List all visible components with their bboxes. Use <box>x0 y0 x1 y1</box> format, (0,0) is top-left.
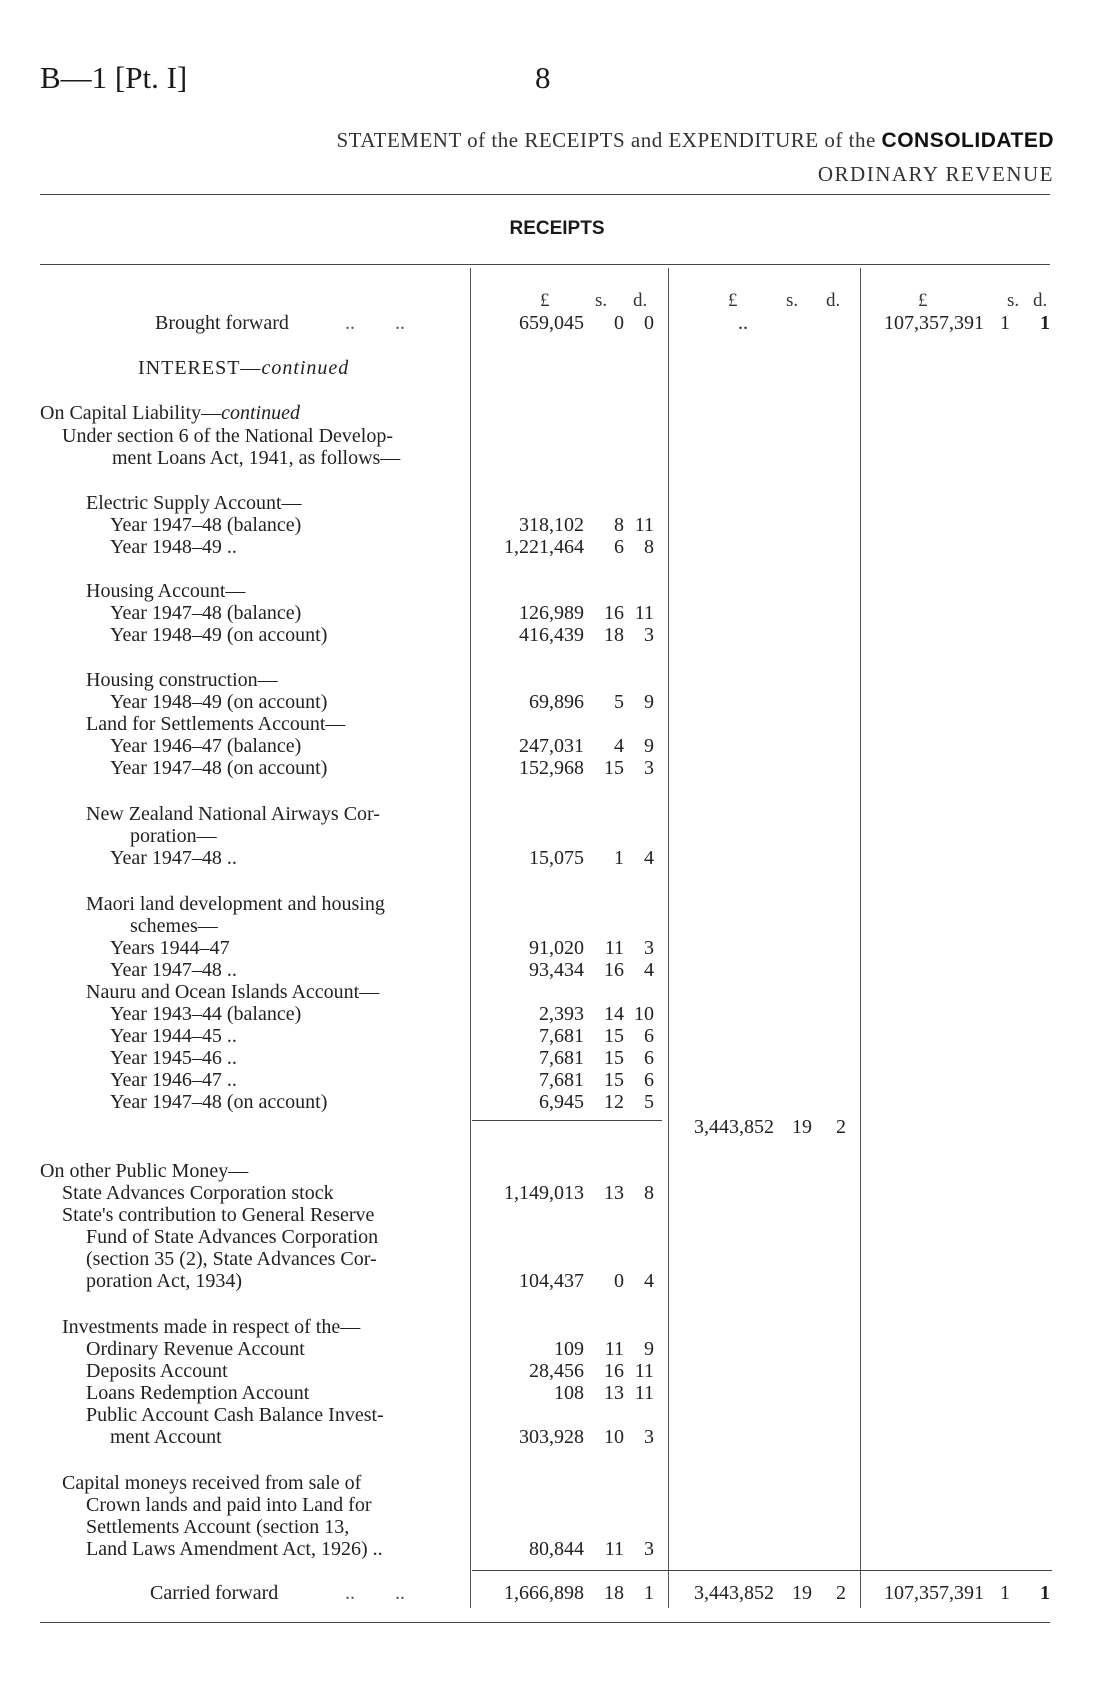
housing-year-1-pounds: 126,989 <box>519 602 584 624</box>
state-contrib-line-1: State's contribution to General Reserve <box>62 1204 375 1226</box>
col2-pound-header: £ <box>728 290 738 311</box>
investments-heading: Investments made in respect of the— <box>62 1316 361 1338</box>
capital-moneys-line-1: Capital moneys received from sale of <box>62 1472 362 1494</box>
nauru-year-5-shillings: 12 <box>604 1091 624 1113</box>
col2-pence-header: d. <box>826 290 841 311</box>
maori-heading-line-1: Maori land development and housing <box>86 893 385 915</box>
investment-public-pounds: 303,928 <box>519 1426 584 1448</box>
statement-subtitle: ORDINARY REVENUE <box>817 162 1054 186</box>
land-settlements-heading: Land for Settlements Account— <box>86 713 346 735</box>
section-heading: RECEIPTS <box>509 218 605 239</box>
nauru-year-2-pence: 6 <box>644 1025 654 1047</box>
electric-year-2-pounds: 1,221,464 <box>504 536 584 558</box>
nauru-year-4-shillings: 15 <box>604 1069 624 1091</box>
housing-year-1-pence: 11 <box>634 602 654 624</box>
investment-deposits-pounds: 28,456 <box>529 1360 584 1382</box>
electric-year-1-label: Year 1947–48 (balance) <box>110 514 302 536</box>
carried-forward-c1-shillings: 18 <box>604 1582 624 1604</box>
state-contrib-pence: 4 <box>644 1270 654 1292</box>
carried-forward-c3-pence: 1 <box>1040 1582 1050 1604</box>
carried-forward-c3-pounds: 107,357,391 <box>884 1582 984 1604</box>
brought-forward-c3-shillings: 1 <box>1000 312 1010 334</box>
col3-pound-header: £ <box>918 290 928 311</box>
capital-moneys-line-3: Settlements Account (section 13, <box>86 1516 350 1538</box>
electric-year-1-pounds: 318,102 <box>519 514 584 536</box>
housing-year-2-pounds: 416,439 <box>519 624 584 646</box>
investment-deposits-label: Deposits Account <box>86 1360 228 1382</box>
col2-shilling-header: s. <box>786 290 799 311</box>
carried-forward-c2-pence: 2 <box>836 1582 846 1604</box>
statement-title <box>336 128 1054 153</box>
electric-supply-heading: Electric Supply Account— <box>86 492 302 514</box>
land-year-2-pence: 3 <box>644 757 654 779</box>
nauru-year-5-pence: 5 <box>644 1091 654 1113</box>
nauru-heading: Nauru and Ocean Islands Account— <box>86 981 380 1003</box>
nauru-year-2-pounds: 7,681 <box>539 1025 584 1047</box>
state-stock-pounds: 1,149,013 <box>504 1182 584 1204</box>
nauru-year-3-label: Year 1945–46 .. <box>110 1047 237 1069</box>
maori-year-1-shillings: 11 <box>604 937 624 959</box>
state-contrib-line-2: Fund of State Advances Corporation <box>86 1226 379 1248</box>
interest-heading <box>138 357 349 380</box>
capital-moneys-line-4: Land Laws Amendment Act, 1926) .. <box>86 1538 383 1560</box>
airways-shillings: 1 <box>614 847 624 869</box>
state-stock-shillings: 13 <box>604 1182 624 1204</box>
capital-liability-main: On Capital Liability— <box>40 402 222 424</box>
nauru-year-5-label: Year 1947–48 (on account) <box>110 1091 328 1113</box>
nauru-year-1-label: Year 1943–44 (balance) <box>110 1003 302 1025</box>
land-year-2-label: Year 1947–48 (on account) <box>110 757 328 779</box>
col3-shilling-header: s. <box>1007 290 1020 311</box>
state-contrib-line-3: (section 35 (2), State Advances Cor- <box>86 1248 377 1270</box>
land-year-1-shillings: 4 <box>614 735 624 757</box>
airways-heading-line-2: poration— <box>130 825 217 847</box>
carried-forward-c2-pounds: 3,443,852 <box>694 1582 774 1604</box>
maori-year-2-label: Year 1947–48 .. <box>110 959 237 981</box>
subtotal-pence: 2 <box>836 1116 846 1138</box>
land-year-1-pounds: 247,031 <box>519 735 584 757</box>
land-year-2-pounds: 152,968 <box>519 757 584 779</box>
nauru-year-3-pence: 6 <box>644 1047 654 1069</box>
nauru-year-1-shillings: 14 <box>604 1003 624 1025</box>
col1-pound-header: £ <box>540 290 550 311</box>
investment-public-shillings: 10 <box>604 1426 624 1448</box>
airways-pence: 4 <box>644 847 654 869</box>
brought-forward-c2: .. <box>738 312 748 334</box>
capital-liability-heading <box>40 402 300 425</box>
capital-moneys-shillings: 11 <box>604 1538 624 1560</box>
statement-title-bold: CONSOLIDATED <box>881 129 1054 152</box>
brought-forward-c1-shillings: 0 <box>614 312 624 334</box>
header-rule <box>40 264 1050 265</box>
under-section-line-2: ment Loans Act, 1941, as follows— <box>112 447 401 469</box>
housing-year-1-shillings: 16 <box>604 602 624 624</box>
investment-loans-pence: 11 <box>634 1382 654 1404</box>
nauru-year-3-shillings: 15 <box>604 1047 624 1069</box>
housing-year-2-pence: 3 <box>644 624 654 646</box>
investment-public-pence: 3 <box>644 1426 654 1448</box>
page-number: 8 <box>535 60 551 95</box>
maori-year-1-pounds: 91,020 <box>529 937 584 959</box>
nauru-year-1-pounds: 2,393 <box>539 1003 584 1025</box>
investment-deposits-shillings: 16 <box>604 1360 624 1382</box>
column-divider-3 <box>860 268 861 1608</box>
statement-title-text: STATEMENT of the RECEIPTS and EXPENDITURE of the <box>336 128 876 152</box>
col1-shilling-header: s. <box>595 290 608 311</box>
investment-ordinary-shillings: 11 <box>604 1338 624 1360</box>
electric-year-1-pence: 11 <box>634 514 654 536</box>
land-year-2-shillings: 15 <box>604 757 624 779</box>
maori-year-1-label: Years 1944–47 <box>110 937 230 959</box>
housing-construction-heading: Housing construction— <box>86 669 278 691</box>
investment-ordinary-pounds: 109 <box>554 1338 584 1360</box>
investment-public-line-2: ment Account <box>110 1426 222 1448</box>
document-reference: B—1 [Pt. I] <box>40 60 188 95</box>
land-year-1-label: Year 1946–47 (balance) <box>110 735 302 757</box>
investment-deposits-pence: 11 <box>634 1360 654 1382</box>
brought-forward-label: Brought forward <box>155 312 289 334</box>
maori-year-2-pence: 4 <box>644 959 654 981</box>
brought-forward-c1-pounds: 659,045 <box>519 312 584 334</box>
carried-forward-c1-pence: 1 <box>644 1582 654 1604</box>
capital-moneys-pence: 3 <box>644 1538 654 1560</box>
under-section-line-1: Under section 6 of the National Develop- <box>62 425 394 447</box>
maori-heading-line-2: schemes— <box>130 915 218 937</box>
state-contrib-pounds: 104,437 <box>519 1270 584 1292</box>
electric-year-1-shillings: 8 <box>614 514 624 536</box>
investment-public-line-1: Public Account Cash Balance Invest- <box>86 1404 384 1426</box>
interest-heading-continued: continued <box>261 357 350 379</box>
capital-moneys-line-2: Crown lands and paid into Land for <box>86 1494 372 1516</box>
state-stock-pence: 8 <box>644 1182 654 1204</box>
housing-year-2-shillings: 18 <box>604 624 624 646</box>
leader-dots: .. .. <box>345 1582 405 1604</box>
airways-pounds: 15,075 <box>529 847 584 869</box>
electric-year-2-shillings: 6 <box>614 536 624 558</box>
carried-forward-c3-shillings: 1 <box>1000 1582 1010 1604</box>
nauru-year-2-shillings: 15 <box>604 1025 624 1047</box>
nauru-year-4-pence: 6 <box>644 1069 654 1091</box>
nauru-year-4-label: Year 1946–47 .. <box>110 1069 237 1091</box>
nauru-year-5-pounds: 6,945 <box>539 1091 584 1113</box>
investment-loans-label: Loans Redemption Account <box>86 1382 310 1404</box>
land-year-1-pence: 9 <box>644 735 654 757</box>
housing-construction-year-label: Year 1948–49 (on account) <box>110 691 328 713</box>
nauru-year-1-pence: 10 <box>634 1003 654 1025</box>
investment-ordinary-label: Ordinary Revenue Account <box>86 1338 305 1360</box>
column-divider-1 <box>470 268 471 1608</box>
carried-forward-label: Carried forward <box>150 1582 279 1604</box>
housing-construction-pounds: 69,896 <box>529 691 584 713</box>
brought-forward-c3-pence: 1 <box>1040 312 1050 334</box>
nauru-year-2-label: Year 1944–45 .. <box>110 1025 237 1047</box>
housing-year-1-label: Year 1947–48 (balance) <box>110 602 302 624</box>
brought-forward-c3-pounds: 107,357,391 <box>884 312 984 334</box>
electric-year-2-pence: 8 <box>644 536 654 558</box>
housing-account-heading: Housing Account— <box>86 580 246 602</box>
carried-forward-c2-shillings: 19 <box>792 1582 812 1604</box>
housing-construction-pence: 9 <box>644 691 654 713</box>
nauru-year-4-pounds: 7,681 <box>539 1069 584 1091</box>
col3-pence-header: d. <box>1033 290 1048 311</box>
subtotal-rule <box>472 1120 662 1121</box>
interest-heading-main: INTEREST— <box>138 357 262 379</box>
airways-heading-line-1: New Zealand National Airways Cor- <box>86 803 380 825</box>
subtotal-pounds: 3,443,852 <box>694 1116 774 1138</box>
electric-year-2-label: Year 1948–49 .. <box>110 536 237 558</box>
col1-pence-header: d. <box>633 290 648 311</box>
nauru-year-3-pounds: 7,681 <box>539 1047 584 1069</box>
leader-dots: .. .. <box>345 312 405 334</box>
investment-loans-shillings: 13 <box>604 1382 624 1404</box>
airways-year-label: Year 1947–48 .. <box>110 847 237 869</box>
investment-loans-pounds: 108 <box>554 1382 584 1404</box>
maori-year-2-shillings: 16 <box>604 959 624 981</box>
brought-forward-c1-pence: 0 <box>644 312 654 334</box>
top-rule <box>40 194 1050 195</box>
maori-year-2-pounds: 93,434 <box>529 959 584 981</box>
column-divider-2 <box>668 268 669 1608</box>
investment-ordinary-pence: 9 <box>644 1338 654 1360</box>
housing-construction-shillings: 5 <box>614 691 624 713</box>
capital-moneys-pounds: 80,844 <box>529 1538 584 1560</box>
carried-forward-c1-pounds: 1,666,898 <box>504 1582 584 1604</box>
carried-forward-rule <box>472 1570 1052 1571</box>
capital-liability-continued: continued <box>221 402 300 424</box>
state-contrib-shillings: 0 <box>614 1270 624 1292</box>
subtotal-shillings: 19 <box>792 1116 812 1138</box>
housing-year-2-label: Year 1948–49 (on account) <box>110 624 328 646</box>
other-public-heading: On other Public Money— <box>40 1160 249 1182</box>
maori-year-1-pence: 3 <box>644 937 654 959</box>
state-stock-label: State Advances Corporation stock <box>62 1182 334 1204</box>
state-contrib-line-4: poration Act, 1934) <box>86 1270 243 1292</box>
bottom-rule <box>40 1622 1050 1623</box>
